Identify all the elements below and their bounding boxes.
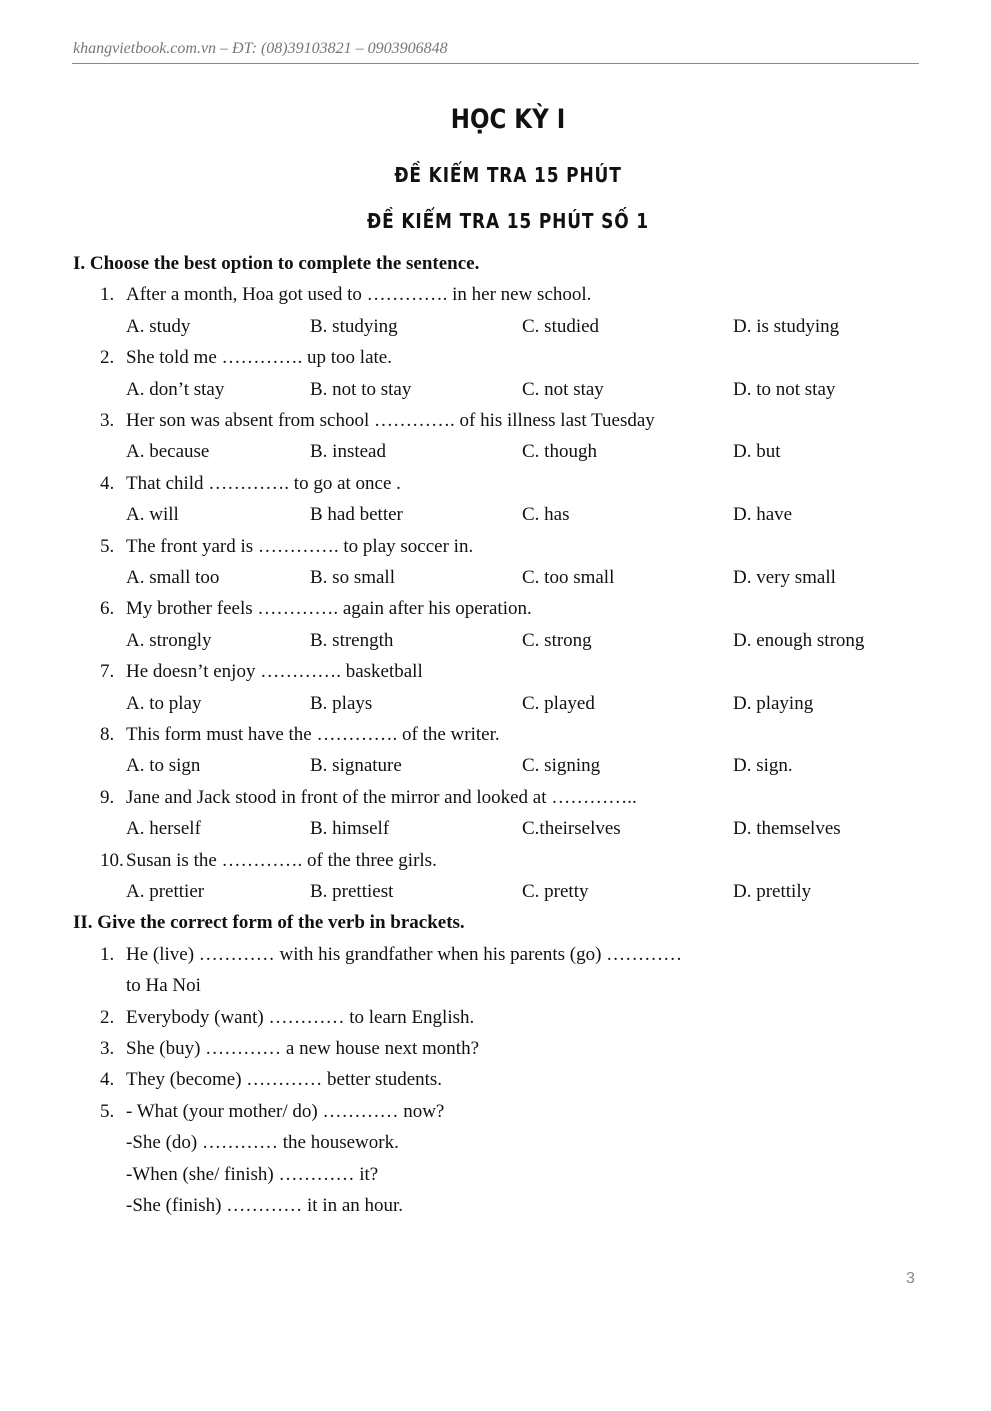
answer-option: A. strongly (126, 629, 212, 651)
question-item (0, 279, 991, 310)
answer-option: D. have (733, 504, 793, 526)
question-item (0, 531, 991, 562)
question-number: 6. (100, 598, 115, 620)
answer-option: C. not stay (522, 378, 604, 400)
question-number: 3. (100, 410, 115, 431)
question-number: 2. (100, 1006, 115, 1028)
answer-option: A. prettier (126, 880, 205, 902)
answer-option: C. played (522, 692, 595, 714)
question-text: She (buy) ………… a new house next month? (126, 1038, 480, 1059)
answer-option: D. prettily (733, 880, 812, 902)
answer-options (0, 436, 991, 467)
answer-option: C. though (522, 441, 597, 463)
question-text: Jane and Jack stood in front of the mirror and looked at ………….. (126, 786, 637, 808)
answer-option: D. is studying (733, 315, 840, 337)
question-text: Her son was absent from school …………. of his illness last Tuesday (126, 410, 655, 431)
question-item (0, 1002, 991, 1033)
question-item (0, 939, 991, 970)
question-text: The front yard is …………. to play soccer in. (126, 535, 474, 557)
answer-option: A. will (126, 504, 179, 526)
answer-options (0, 562, 991, 593)
title-semester: HỌC KỲ I (450, 104, 566, 135)
answer-option: B had better (310, 504, 403, 526)
question-item (0, 468, 991, 499)
answer-option: D. playing (733, 692, 814, 714)
question-text: Susan is the …………. of the three girls. (126, 849, 437, 871)
question-item (0, 405, 991, 436)
page-header: khangvietbook.com.vn – ĐT: (08)39103821 – 0903906848 (73, 40, 448, 57)
answer-option: B. himself (310, 818, 390, 840)
question-continuation: -She (do) ………… the housework. (126, 1132, 399, 1154)
question-text: They (become) ………… better students. (126, 1069, 443, 1091)
question-item (0, 656, 991, 687)
question-item (0, 1096, 991, 1127)
answer-option: B. instead (310, 441, 386, 463)
answer-option: D. enough strong (733, 629, 865, 651)
answer-option: C. pretty (522, 880, 589, 902)
question-number: 4. (100, 1069, 115, 1091)
answer-option: C. has (522, 504, 570, 526)
answer-options (0, 876, 991, 907)
answer-options (0, 374, 991, 405)
answer-option: B. plays (310, 692, 373, 714)
title-test: ĐỀ KIỂM TRA 15 PHÚT (394, 163, 622, 187)
question-item (0, 342, 991, 373)
question-continuation: to Ha Noi (126, 975, 201, 997)
question-item (0, 845, 991, 876)
answer-option: C. too small (522, 567, 615, 588)
answer-option: B. signature (310, 755, 402, 777)
answer-option: A. to sign (126, 755, 201, 777)
question-number: 1. (100, 943, 115, 965)
question-number: 5. (100, 1100, 115, 1122)
question-number: 2. (100, 347, 115, 369)
question-number: 1. (100, 284, 115, 306)
answer-options (0, 499, 991, 530)
answer-option: B. not to stay (310, 378, 412, 400)
answer-option: B. prettiest (310, 880, 394, 902)
question-number: 5. (100, 535, 115, 557)
question-text: - What (your mother/ do) ………… now? (126, 1100, 445, 1122)
question-number: 4. (100, 472, 115, 494)
answer-option: C. studied (522, 315, 600, 337)
question-item (0, 593, 991, 624)
title-test-number: ĐỀ KIỂM TRA 15 PHÚT SỐ 1 (367, 209, 649, 233)
answer-option: A. to play (126, 692, 202, 714)
answer-option: B. studying (310, 315, 398, 337)
answer-option: D. very small (733, 567, 836, 588)
page-number: 3 (906, 1270, 915, 1287)
answer-option: A. don’t stay (126, 378, 225, 400)
answer-options (0, 311, 991, 342)
section-1-questions (0, 279, 991, 907)
question-text: She told me …………. up too late. (126, 347, 392, 369)
answer-option: A. study (126, 315, 191, 337)
header-divider (72, 63, 919, 64)
answer-options (0, 625, 991, 656)
question-text: Everybody (want) ………… to learn English. (126, 1006, 475, 1028)
answer-option: C.theirselves (522, 818, 621, 840)
answer-option: C. signing (522, 755, 601, 777)
question-continuation: -She (finish) ………… it in an hour. (126, 1195, 404, 1217)
section-1-heading: I. Choose the best option to complete the sentence. (73, 253, 480, 274)
question-text: That child …………. to go at once . (126, 472, 401, 494)
question-item (0, 1064, 991, 1095)
answer-option: D. sign. (733, 755, 793, 777)
answer-option: A. herself (126, 818, 201, 840)
section-2-questions (0, 939, 991, 1222)
question-text: After a month, Hoa got used to …………. in her new school. (126, 284, 592, 306)
answer-options (0, 750, 991, 781)
document-body (0, 248, 991, 1221)
answer-options (0, 688, 991, 719)
question-text: He (live) ………… with his grandfather when his parents (go) ………… (126, 943, 683, 965)
answer-option: D. to not stay (733, 378, 836, 400)
answer-option: A. because (126, 441, 210, 463)
answer-option: D. but (733, 441, 781, 463)
question-number: 8. (100, 723, 115, 745)
answer-option: A. small too (126, 567, 220, 588)
question-text: My brother feels …………. again after his operation. (126, 598, 532, 620)
section-2-heading: II. Give the correct form of the verb in brackets. (73, 912, 465, 934)
question-number: 3. (100, 1038, 115, 1059)
question-item (0, 782, 991, 813)
answer-option: D. themselves (733, 818, 841, 840)
question-item (0, 1033, 991, 1064)
question-number: 7. (100, 661, 115, 683)
question-text: He doesn’t enjoy …………. basketball (126, 661, 423, 683)
question-text: This form must have the …………. of the writer. (126, 723, 500, 745)
question-item (0, 719, 991, 750)
answer-option: C. strong (522, 629, 592, 651)
question-number: 10. (100, 849, 124, 871)
question-continuation: -When (she/ finish) ………… it? (126, 1163, 379, 1185)
answer-options (0, 813, 991, 844)
answer-option: B. strength (310, 629, 394, 651)
answer-option: B. so small (310, 567, 395, 588)
question-number: 9. (100, 786, 115, 808)
